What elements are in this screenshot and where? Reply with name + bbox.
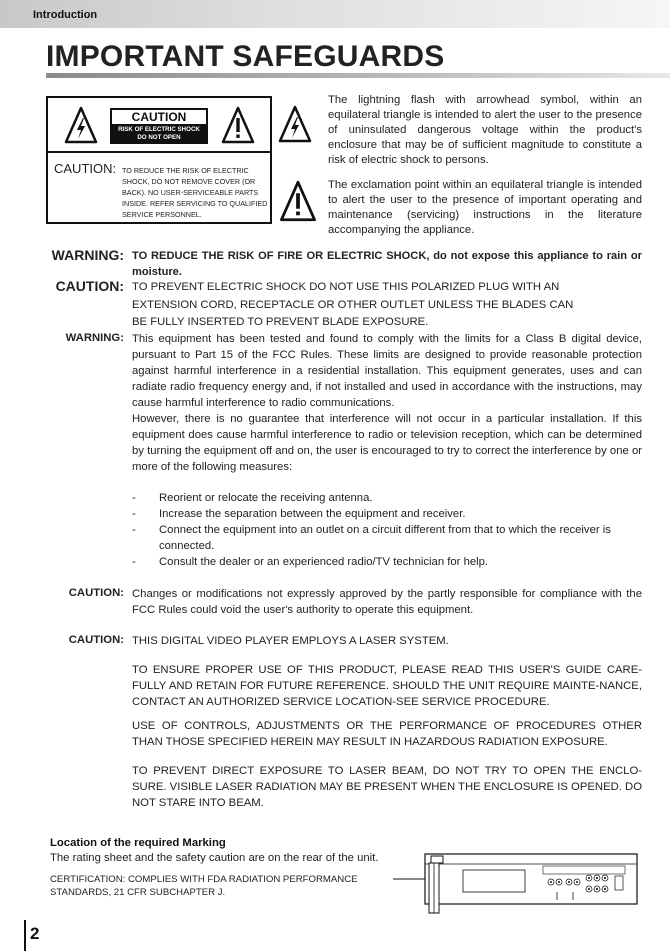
list-item-text: Consult the dealer or an experienced radio/TV technician for help.: [159, 556, 489, 568]
lightning-symbol-text: The lightning flash with arrowhead symbol, within an equilateral triangle is intended to alert the user to the presence of uninsulated dangerous voltage within the product's enclosure that may be of sufficient magnitude to constitute a risk of electric shock to persons.: [328, 94, 642, 166]
caution-subheading-line1: RISK OF ELECTRIC SHOCK: [118, 126, 200, 133]
page-title: IMPORTANT SAFEGUARDS: [46, 40, 445, 73]
caution-subheading-line2: DO NOT OPEN: [137, 134, 181, 141]
caution-plug-line2: EXTENSION CORD, RECEPTACLE OR OTHER OUTLET UNLESS THE BLADES CAN: [132, 298, 574, 311]
caution-laser-text-para3: USE OF CONTROLS, ADJUSTMENTS OR THE PERFORMANCE OF PROCEDURES OTHER THAN THOSE SPECIFIED HEREIN MAY RESULT IN HAZARDOUS RADIATION EXPOSURE.: [132, 720, 642, 748]
lightning-warning-icon: [64, 106, 98, 144]
warning-fcc-text-para2: However, there is no guarantee that interference will not occur in a particular installation. If this equipment does cause harmful interference to radio or television reception, which can be determined by turning the equipment off and on, the user is encouraged to try to correct the interference by one or more of the following measures:: [132, 413, 642, 473]
warning-fcc-label: WARNING:: [65, 332, 124, 344]
caution-plug-line1: TO PREVENT ELECTRIC SHOCK DO NOT USE THIS POLARIZED PLUG WITH AN: [132, 281, 560, 293]
caution-label-box: [46, 96, 272, 224]
certification-line1: CERTIFICATION: COMPLIES WITH FDA RADIATION PERFORMANCE: [50, 874, 358, 885]
location-title: Location of the required Marking: [50, 837, 226, 849]
page-number: 2: [30, 924, 40, 943]
list-bullet: -: [132, 556, 136, 568]
caution-box-text: TO REDUCE THE RISK OF ELECTRIC SHOCK, DO NOT REMOVE COVER (OR BACK). NO USER-SERVICEABLE PARTS INSIDE. REFER SERVICING TO QUALIFIED SERVICE PERSONNEL.: [122, 166, 268, 219]
caution-plate: [110, 108, 208, 144]
caution-laser-text-para2: TO ENSURE PROPER USE OF THIS PRODUCT, PLEASE READ THIS USER'S GUIDE CARE-FULLY AND RETAIN FOR FUTURE REFERENCE. SHOULD THE UNIT REQUIRE MAINTE-NANCE, CONTACT AN AUTHORIZED SERVICE LOCATION-SEE SERVICE PROCEDURE.: [132, 664, 642, 708]
caution-laser-label: CAUTION:: [68, 634, 124, 646]
list-item-text: Connect the equipment into an outlet on a circuit different from that to which the receiver is connected.: [159, 524, 611, 552]
warning-fcc-text-para1: This equipment has been tested and found to comply with the limits for a Class B digital device, pursuant to Part 15 of the FCC Rules. These limits are designed to provide reasonable protection against harmful interference in a residential installation. This equipment generates, uses and can radiate radio frequency energy and, if not installed and used in accordance with the instructions, may cause harmful interference to radio communications.: [132, 333, 642, 409]
caution-box-top: [48, 98, 270, 153]
list-item-text: Increase the separation between the equipment and receiver.: [159, 508, 466, 520]
caution-laser-text-para1: THIS DIGITAL VIDEO PLAYER EMPLOYS A LASER SYSTEM.: [132, 635, 449, 647]
list-item-text: Reorient or relocate the receiving antenna.: [159, 492, 373, 504]
caution-subheading: [110, 126, 208, 142]
list-bullet: -: [132, 508, 136, 520]
list-bullet: -: [132, 492, 136, 504]
exclamation-warning-icon: [221, 106, 255, 144]
device-rear-illustration: [393, 840, 641, 920]
caution-fcc-label: CAUTION:: [68, 587, 124, 599]
caution-heading: CAUTION: [112, 110, 206, 124]
page-number-marker: [24, 920, 26, 951]
section-header-bar: [0, 0, 670, 28]
caution-box-label: CAUTION:: [54, 161, 117, 176]
certification-line2: STANDARDS, 21 CFR SUBCHAPTER J.: [50, 886, 226, 898]
caution-fcc-text: Changes or modifications not expressly approved by the partly responsible for compliance with the FCC Rules could void the user's authority to operate this equipment.: [132, 588, 642, 616]
exclamation-symbol-text: The exclamation point within an equilateral triangle is intended to alert the user to the presence of important operating and maintenance (servicing) instructions in the literature accompanying the appliance.: [328, 179, 642, 236]
lightning-symbol-icon: [278, 105, 312, 143]
caution-laser-text-para4: TO PREVENT DIRECT EXPOSURE TO LASER BEAM, DO NOT TRY TO OPEN THE ENCLO-SURE. VISIBLE LASER RADIATION MAY BE PRESENT WHEN THE ENCLOSURE IS OPENED. DO NOT STARE INTO BEAM.: [132, 765, 642, 809]
title-underline: [46, 73, 670, 78]
section-label: Introduction: [33, 9, 98, 21]
warning-label: WARNING:: [51, 247, 124, 263]
caution-plug-text: [132, 279, 642, 332]
caution-label: CAUTION:: [55, 278, 124, 294]
location-text: The rating sheet and the safety caution are on the rear of the unit.: [50, 852, 379, 864]
exclamation-symbol-icon: [278, 180, 318, 222]
list-bullet: -: [132, 524, 136, 536]
certification-text: [50, 874, 400, 899]
warning-rain-text: TO REDUCE THE RISK OF FIRE OR ELECTRIC SHOCK, do not expose this appliance to rain or moisture.: [132, 250, 642, 278]
caution-plug-line3: BE FULLY INSERTED TO PREVENT BLADE EXPOSURE.: [132, 316, 429, 328]
